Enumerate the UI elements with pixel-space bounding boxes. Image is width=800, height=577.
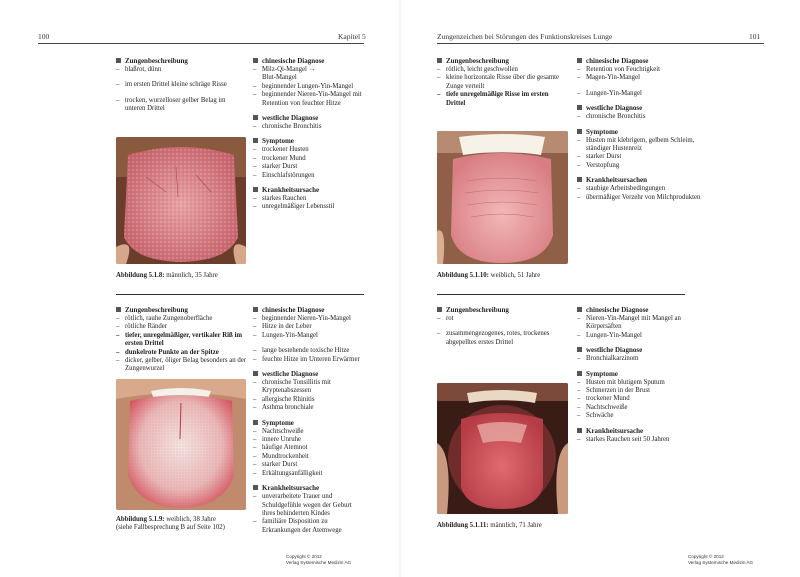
copyright-line: Copyright © 2012 <box>286 554 322 559</box>
list-item: – Milz-Qi-Mangel → <box>253 66 365 74</box>
item-list <box>577 355 705 363</box>
section-divider <box>116 294 364 295</box>
list-item: – Nachtschweiße <box>253 428 365 436</box>
list-item: – starker Durst <box>577 153 705 161</box>
item-list <box>437 66 569 108</box>
list-item: – Hitze in der Leber <box>253 323 365 331</box>
list-item: – Lungen-Yin-Mangel <box>577 332 705 340</box>
list-item: – Nachtschweiße <box>577 404 705 412</box>
diagnosis-column <box>577 306 705 450</box>
list-item: – rot <box>437 315 569 323</box>
figure-caption <box>116 272 316 280</box>
header-rule <box>38 43 364 44</box>
page-number: 101 <box>749 32 761 41</box>
section-heading: westliche Diagnose <box>577 346 705 355</box>
item-list <box>577 113 705 121</box>
list-item: – Magen-Yin-Mangel <box>577 74 705 82</box>
tongue-photo <box>437 383 568 514</box>
section-heading: Symptome <box>253 137 365 146</box>
item-list <box>253 123 365 131</box>
list-item: – starkes Rauchen <box>253 195 365 203</box>
section-heading: Symptome <box>577 370 705 379</box>
list-item: – unregelmäßiger Lebensstil <box>253 203 365 211</box>
list-item: – Bronchialkarzinom <box>577 355 705 363</box>
list-item: – Husten mit blutigem Sputum <box>577 379 705 387</box>
item-list <box>253 146 365 180</box>
copyright-line: Verlag Systemische Medizin AG <box>688 559 754 565</box>
list-item: – chronische Tonsillitis mit Kryptenabszessen <box>253 379 365 396</box>
caption-label: Abbildung 5.1.10: <box>437 272 489 279</box>
figure-caption <box>437 272 637 280</box>
list-item: – Schmerzen in der Brust <box>577 387 705 395</box>
list-item: – trockener Mund <box>577 395 705 403</box>
tongue-photo <box>116 137 246 264</box>
list-item: – Husten mit klebrigem, gelbem Schleim, ständiger Hustenreiz <box>577 137 705 154</box>
item-list <box>577 137 705 171</box>
list-item: – Erkältungsanfälligkeit <box>253 470 365 478</box>
list-item: – Verstopfung <box>577 162 705 170</box>
list-item: – Lungen-Yin-Mangel <box>577 90 705 98</box>
list-item: – dunkelrote Punkte an der Spitze <box>116 349 254 357</box>
list-item: – im ersten Drittel kleine schräge Risse <box>116 81 244 89</box>
section-heading: Zungenbeschreibung <box>437 57 569 66</box>
item-list <box>253 493 365 535</box>
item-list <box>253 428 365 478</box>
list-item: – lange bestehende toxische Hitze <box>253 347 365 355</box>
item-list <box>437 315 569 347</box>
item-list <box>253 315 365 364</box>
list-item: – allergische Rhinitis <box>253 396 365 404</box>
list-item: – rötlich, rauhe Zungenoberfläche <box>116 315 254 323</box>
list-item: – blaßrot, dünn <box>116 66 244 74</box>
list-item: – dicker, gelber, öliger Belag besonders an der Zungenwurzel <box>116 357 254 374</box>
item-list <box>577 315 705 340</box>
copyright-notice <box>688 554 753 565</box>
item-list <box>116 66 244 114</box>
list-item: – starkes Rauchen seit 50 Jahren <box>577 436 705 444</box>
section-heading: Zungenbeschreibung <box>116 57 244 66</box>
list-item: – staubige Arbeitsbedingungen <box>577 185 705 193</box>
list-item: – trocken, wurzelloser gelber Belag im unteren Drittel <box>116 97 244 114</box>
list-item: – Schwäche <box>577 412 705 420</box>
caption-label: Abbildung 5.1.11: <box>437 522 489 529</box>
caption-note: (siehe Fallbesprechung B auf Seite 102) <box>116 524 225 532</box>
copyright-line: Verlag Systemische Medizin AG <box>286 559 352 565</box>
caption-label: Abbildung 5.1.8: <box>116 272 165 279</box>
list-item: – familiäre Disposition zu Erkrankungen der Atemwege <box>253 518 365 535</box>
section-heading: chinesische Diagnose <box>253 306 365 315</box>
item-list <box>577 66 705 98</box>
item-list <box>577 436 705 444</box>
list-item: – trockener Husten <box>253 146 365 154</box>
list-item: – rötliche Ränder <box>116 323 254 331</box>
list-item: – Asthma bronchiale <box>253 404 365 412</box>
list-item: – trockener Mund <box>253 155 365 163</box>
section-heading: Krankheitsursachen <box>577 176 705 185</box>
list-item: Blut-Mangel <box>262 74 297 82</box>
figure-caption <box>437 522 637 530</box>
section-heading: Symptome <box>253 419 365 428</box>
caption-text: weiblich, 38 Jahre <box>166 516 216 523</box>
list-item: – Mundtrockenheit <box>253 453 365 461</box>
list-item: – rötlich, leicht geschwollen <box>437 66 569 74</box>
caption-text: weiblich, 51 Jahre <box>490 272 541 279</box>
running-head: Zungenzeichen bei Störungen des Funktionskreises Lunge <box>437 32 613 41</box>
caption-text: männlich, 35 Jahre <box>166 272 218 279</box>
list-item: – tiefer, unregelmäßiger, vertikaler Riß im ersten Drittel <box>116 332 254 349</box>
section-heading: westliche Diagnose <box>577 104 705 113</box>
caption-label: Abbildung 5.1.9: <box>116 516 165 523</box>
running-head: Kapitel 5 <box>338 32 366 41</box>
list-item: – unverarbeitete Trauer und Schuldgefühle wegen der Geburt ihres behinderten Kindes <box>253 493 365 518</box>
list-item: – Retention von Feuchtigkeit <box>577 66 705 74</box>
list-item: – chronische Bronchitis <box>253 123 365 131</box>
section-heading: Krankheitsursache <box>253 484 365 493</box>
section-heading: Zungenbeschreibung <box>116 306 254 315</box>
section-heading: chinesische Diagnose <box>253 57 365 66</box>
section-heading: chinesische Diagnose <box>577 57 705 66</box>
item-list <box>577 379 705 421</box>
figure-caption <box>116 516 266 533</box>
list-item: – Lungen-Yin-Mangel <box>253 332 365 340</box>
list-item: – übermäßiger Verzehr von Milchprodukten <box>577 194 705 202</box>
list-item: – kleine horizontale Risse über die gesamte Zunge verteilt <box>437 74 569 91</box>
item-list <box>253 195 365 212</box>
list-item: – beginnender Lungen-Yin-Mangel <box>253 83 365 91</box>
list-item: – tiefe unregelmäßige Risse im ersten Drittel <box>437 91 569 108</box>
list-item: – starker Durst <box>253 163 365 171</box>
tongue-photo <box>437 131 568 264</box>
right-page <box>400 0 800 577</box>
section-divider <box>437 294 685 295</box>
tongue-description <box>116 57 244 120</box>
diagnosis-column <box>253 306 365 541</box>
caption-text: männlich, 71 Jahre <box>490 522 542 529</box>
item-list <box>253 66 365 108</box>
list-item: – feuchte Hitze im Unteren Erwärmer <box>253 356 365 364</box>
list-item: – innere Unruhe <box>253 436 365 444</box>
section-heading: westliche Diagnose <box>253 114 365 123</box>
list-item: – beginnender Nieren-Yin-Mangel mit Retention von feuchter Hitze <box>253 91 365 108</box>
item-list <box>116 315 254 374</box>
list-item: – häufige Atemnot <box>253 444 365 452</box>
tongue-description <box>116 306 254 380</box>
list-item: – zusammengezogenes, rotes, trockenes abgepelltes erstes Drittel <box>437 330 569 347</box>
tongue-photo <box>116 379 246 510</box>
section-heading: Symptome <box>577 128 705 137</box>
section-heading: Krankheitsursache <box>577 427 705 436</box>
section-heading: westliche Diagnose <box>253 370 365 379</box>
item-list <box>253 379 365 413</box>
copyright-notice <box>286 554 351 565</box>
list-item: – Nieren-Yin-Mangel mit Mangel an Körpersäften <box>577 315 705 332</box>
header-rule <box>437 43 764 44</box>
section-heading: chinesische Diagnose <box>577 306 705 315</box>
item-list <box>577 185 705 202</box>
list-item: – starker Durst <box>253 461 365 469</box>
list-item: – chronische Bronchitis <box>577 113 705 121</box>
diagnosis-column <box>253 57 365 218</box>
tongue-description <box>437 57 569 114</box>
diagnosis-column <box>577 57 705 208</box>
copyright-line: Copyright © 2012 <box>688 554 724 559</box>
tongue-description <box>437 306 569 353</box>
list-item: – Einschlafstörungen <box>253 172 365 180</box>
page-number: 100 <box>38 32 50 41</box>
section-heading: Krankheitsursache <box>253 186 365 195</box>
section-heading: Zungenbeschreibung <box>437 306 569 315</box>
list-item: – beginnender Nieren-Yin-Mangel <box>253 315 365 323</box>
